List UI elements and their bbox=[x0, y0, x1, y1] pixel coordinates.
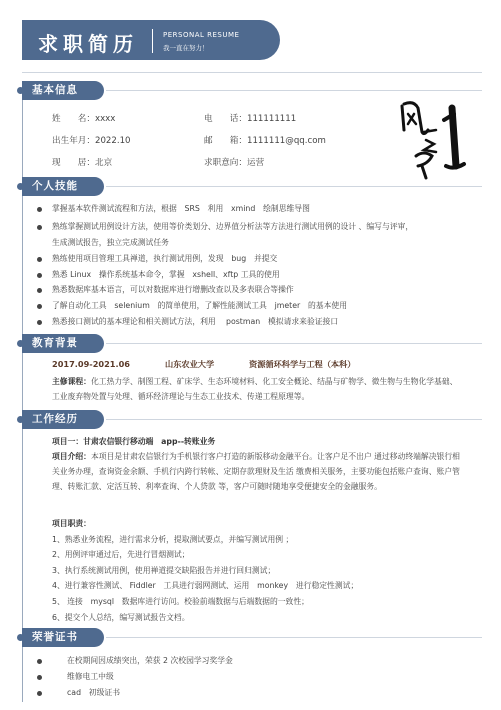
section-title: 个人技能 bbox=[22, 177, 104, 196]
edu-major: 资源循环科学与工程（本科） bbox=[249, 359, 356, 369]
project-intro: 项目介绍：本项目是甘肃农信银行为手机银行客户打造的新版移动金融平台。让客户足不出户 通过移动终端解决银行相关业务办理，查询资金余额、手机行内跨行转帐、定期存款理财及生活 缴费相关服务，主要功能包括账户查询、账户管理、转账汇款、定活互转、利率查询、个人贷款 等，客户可随时随地享受便捷安全的金融服务。 bbox=[52, 452, 460, 491]
edu-school: 山东农业大学 bbox=[165, 359, 215, 369]
job-intent-field: 求职意向：运营 bbox=[204, 158, 265, 168]
email-field: 邮 箱：1111111@qq.com bbox=[204, 136, 326, 146]
honor-item: cad 初级证书 bbox=[67, 688, 120, 697]
header-divider bbox=[152, 29, 153, 53]
skill-item: 熟悉接口测试的基本理论和相关测试方法，利用 postman 模拟请求来验证接口 bbox=[52, 317, 339, 326]
section-title: 荣誉证书 bbox=[22, 628, 104, 647]
skill-item: 了解自动化工具 selenium 的简单使用，了解性能测试工具 jmeter 的基本使用 bbox=[52, 301, 347, 310]
duty-item: 6、提交个人总结，编写测试报告文档。 bbox=[52, 613, 190, 622]
section-rule bbox=[106, 419, 482, 420]
bullet-dot bbox=[37, 273, 42, 278]
honor-item: 维修电工中级 bbox=[67, 672, 114, 681]
birth-field: 出生年月：2022.10 bbox=[52, 136, 131, 146]
honor-item: 在校期间因成绩突出，荣获 2 次校园学习奖学金 bbox=[67, 656, 233, 665]
resume-slogan: 我一直在努力！ bbox=[163, 44, 209, 52]
bullet-dot bbox=[37, 257, 42, 262]
bullet-dot bbox=[37, 304, 42, 309]
section-rule bbox=[106, 637, 482, 638]
skill-item: 熟悉数据库基本语言，可以对数据库进行增删改查以及多表联合等操作 bbox=[52, 285, 294, 294]
duty-label: 项目职责： bbox=[52, 519, 91, 528]
project-title: 项目一：甘肃农信银行移动端 app--转账业务 bbox=[52, 437, 216, 446]
resume-title: 求职简历 bbox=[38, 32, 138, 56]
duty-item: 2、用例评审通过后，先进行冒烟测试； bbox=[52, 550, 190, 559]
duty-item: 5、 连接 mysql 数据库进行访问。校验前端数据与后端数据的一致性； bbox=[52, 597, 309, 606]
section-rule bbox=[106, 343, 482, 344]
skill-item: 熟练掌握测试用例设计方法，使用等价类划分、边界值分析法等方法进行测试用例的设计 、编写与评审， bbox=[52, 222, 414, 231]
section-title: 基本信息 bbox=[22, 81, 104, 100]
section-work bbox=[22, 410, 482, 429]
bullet-dot bbox=[37, 225, 42, 230]
resume-subtitle-en: PERSONAL RESUME bbox=[163, 31, 240, 39]
duty-item: 1、熟悉业务流程，进行需求分析，提取测试要点，并编写测试用例 ； bbox=[52, 535, 294, 544]
duty-item: 3、执行系统测试用例，使用禅道提交缺陷报告并进行回归测试； bbox=[52, 566, 276, 575]
edu-period: 2017.09-2021.06 bbox=[52, 359, 130, 369]
section-title: 教育背景 bbox=[22, 334, 104, 353]
edu-courses: 主修课程：化工热力学、制图工程、矿床学、生态环境材料、化工安全概论、结晶与矿物学、微生物与生物化学基础、工业废弃物处置与处理、循环经济理论与生态工业技术、传递工程原理等。 bbox=[52, 377, 458, 401]
bullet-dot bbox=[37, 207, 42, 212]
duty-item: 4、进行兼容性测试、 Fiddler 工具进行弱网测试、运用 monkey 进行稳定性测试； bbox=[52, 581, 359, 590]
calligraphy-signature-image bbox=[394, 86, 474, 186]
skill-item: 生成测试报告，独立完成测试任务 bbox=[52, 238, 169, 247]
bullet-dot bbox=[37, 691, 42, 696]
skill-item: 熟练使用项目管理工具禅道，执行测试用例，发现 bug 并提交 bbox=[52, 254, 278, 263]
phone-field: 电 话：111111111 bbox=[204, 114, 297, 124]
section-title: 工作经历 bbox=[22, 410, 104, 429]
section-rule bbox=[106, 186, 482, 187]
header-rule bbox=[22, 72, 482, 73]
bullet-dot bbox=[37, 320, 42, 325]
section-education bbox=[22, 334, 482, 353]
name-field: 姓 名：xxxx bbox=[52, 114, 116, 124]
skill-item: 熟悉 Linux 操作系统基本命令，掌握 xshell、xftp 工具的使用 bbox=[52, 270, 280, 279]
section-skills bbox=[22, 177, 482, 196]
address-field: 现 居：北京 bbox=[52, 158, 113, 168]
bullet-dot bbox=[37, 288, 42, 293]
section-honors bbox=[22, 628, 482, 647]
bullet-dot bbox=[37, 675, 42, 680]
bullet-dot bbox=[37, 659, 42, 664]
skill-item: 掌握基本软件测试流程和方法，根据 SRS 利用 xmind 绘制思维导图 bbox=[52, 204, 310, 213]
